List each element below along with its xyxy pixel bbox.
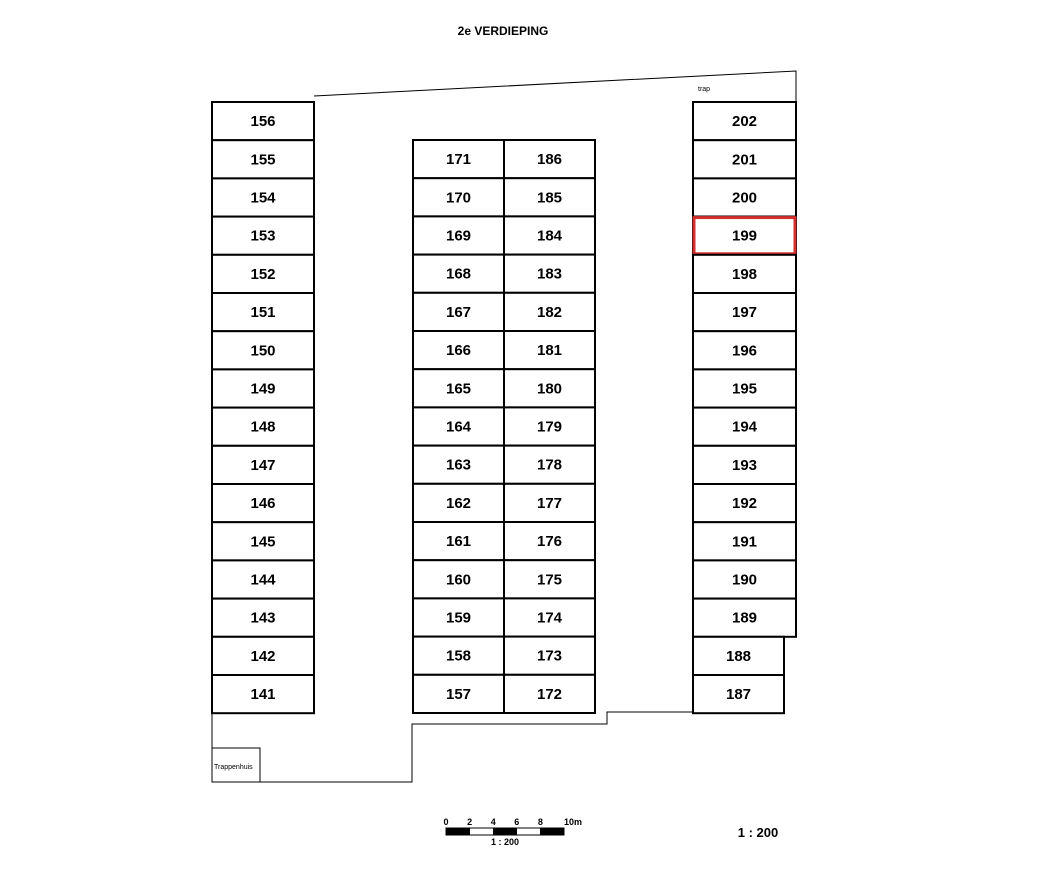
unit-number: 173 bbox=[536, 647, 563, 665]
scale-tick-label: 4 bbox=[490, 817, 496, 827]
unit-number: 198 bbox=[731, 265, 758, 283]
unit-number: 184 bbox=[536, 227, 563, 245]
unit-left-152 bbox=[212, 255, 314, 293]
unit-number: 162 bbox=[445, 494, 472, 512]
unit-number: 157 bbox=[445, 685, 472, 703]
scale-tick-label: 0 bbox=[443, 817, 449, 827]
unit-number: 158 bbox=[445, 647, 472, 665]
unit-right-199 bbox=[693, 217, 796, 255]
unit-right-194 bbox=[693, 408, 796, 446]
unit-number: 152 bbox=[250, 265, 276, 283]
unit-middle-left-161 bbox=[413, 522, 504, 560]
unit-right-197 bbox=[693, 293, 796, 331]
stairwell-label: Trappenhuis bbox=[214, 764, 253, 771]
unit-left-156 bbox=[212, 102, 314, 140]
unit-number: 143 bbox=[250, 609, 276, 627]
unit-number: 202 bbox=[731, 113, 758, 131]
unit-number: 178 bbox=[536, 456, 563, 474]
unit-number: 153 bbox=[250, 227, 276, 245]
unit-middle-left-162 bbox=[413, 484, 504, 522]
unit-number: 163 bbox=[445, 456, 472, 474]
unit-middle-right-182 bbox=[504, 293, 595, 331]
unit-left-151 bbox=[212, 293, 314, 331]
unit-number: 161 bbox=[445, 533, 472, 551]
unit-number: 144 bbox=[250, 571, 276, 589]
unit-right-198 bbox=[693, 255, 796, 293]
unit-middle-right-178 bbox=[504, 446, 595, 484]
unit-middle-right-183 bbox=[504, 255, 595, 293]
unit-number: 186 bbox=[536, 151, 563, 169]
unit-number: 164 bbox=[445, 418, 472, 436]
unit-left-153 bbox=[212, 217, 314, 255]
unit-right-201 bbox=[693, 140, 796, 178]
unit-middle-right-186 bbox=[504, 140, 595, 178]
unit-number: 154 bbox=[250, 189, 276, 207]
scale-segment bbox=[540, 828, 564, 835]
unit-middle-right-172 bbox=[504, 675, 595, 713]
unit-number: 166 bbox=[445, 342, 472, 360]
unit-right-190 bbox=[693, 560, 796, 598]
unit-middle-left-167 bbox=[413, 293, 504, 331]
unit-number: 170 bbox=[445, 189, 472, 207]
unit-number: 187 bbox=[725, 686, 752, 704]
unit-right-193 bbox=[693, 446, 796, 484]
unit-middle-left-168 bbox=[413, 255, 504, 293]
scale-ratio: 1 : 200 bbox=[737, 825, 779, 840]
unit-middle-left-170 bbox=[413, 178, 504, 216]
unit-number: 181 bbox=[536, 342, 563, 360]
scale-bar bbox=[443, 817, 582, 847]
unit-middle-left-169 bbox=[413, 216, 504, 254]
unit-middle-left-165 bbox=[413, 369, 504, 407]
unit-left-155 bbox=[212, 140, 314, 178]
unit-number: 168 bbox=[445, 265, 472, 283]
unit-right-187 bbox=[693, 675, 784, 713]
unit-right-189 bbox=[693, 599, 796, 637]
unit-number: 191 bbox=[731, 533, 758, 551]
unit-middle-left-171 bbox=[413, 140, 504, 178]
scale-tick-label: 6 bbox=[514, 817, 520, 827]
unit-right-202 bbox=[693, 102, 796, 140]
unit-left-144 bbox=[212, 560, 314, 598]
unit-middle-right-185 bbox=[504, 178, 595, 216]
unit-middle-right-180 bbox=[504, 369, 595, 407]
building-outline-top bbox=[314, 71, 796, 102]
unit-middle-right-176 bbox=[504, 522, 595, 560]
unit-right-191 bbox=[693, 522, 796, 560]
unit-number: 176 bbox=[536, 533, 563, 551]
scale-segment bbox=[446, 828, 470, 835]
unit-left-142 bbox=[212, 637, 314, 675]
unit-middle-right-174 bbox=[504, 598, 595, 636]
scale-tick-label: 10m bbox=[564, 817, 583, 827]
unit-number: 196 bbox=[731, 342, 758, 360]
unit-middle-right-175 bbox=[504, 560, 595, 598]
unit-middle-left-166 bbox=[413, 331, 504, 369]
unit-number: 141 bbox=[250, 686, 276, 704]
building-outline-bottom bbox=[212, 712, 693, 782]
unit-number: 183 bbox=[536, 265, 563, 283]
unit-number: 190 bbox=[731, 571, 758, 589]
unit-number: 179 bbox=[536, 418, 563, 436]
unit-middle-left-160 bbox=[413, 560, 504, 598]
unit-number: 185 bbox=[536, 189, 563, 207]
unit-number: 160 bbox=[445, 571, 472, 589]
unit-number: 195 bbox=[731, 380, 758, 398]
scale-tick-label: 8 bbox=[537, 817, 543, 827]
unit-number: 167 bbox=[445, 303, 472, 321]
unit-number: 189 bbox=[731, 609, 758, 627]
unit-left-148 bbox=[212, 408, 314, 446]
unit-number: 201 bbox=[731, 151, 758, 169]
unit-number: 145 bbox=[250, 533, 276, 551]
unit-number: 177 bbox=[536, 494, 563, 512]
scale-tick-label: 2 bbox=[467, 817, 473, 827]
unit-right-188 bbox=[693, 637, 784, 675]
unit-right-195 bbox=[693, 369, 796, 407]
unit-number: 142 bbox=[250, 647, 276, 665]
unit-number: 147 bbox=[250, 456, 276, 474]
unit-number: 193 bbox=[731, 456, 758, 474]
unit-middle-left-163 bbox=[413, 446, 504, 484]
unit-middle-right-173 bbox=[504, 637, 595, 675]
unit-right-192 bbox=[693, 484, 796, 522]
unit-number: 165 bbox=[445, 380, 472, 398]
unit-left-145 bbox=[212, 522, 314, 560]
unit-number: 149 bbox=[250, 380, 276, 398]
trap-label: trap bbox=[698, 86, 711, 93]
floor-title: 2e VERDIEPING bbox=[457, 24, 549, 38]
unit-middle-left-157 bbox=[413, 675, 504, 713]
unit-right-200 bbox=[693, 178, 796, 216]
unit-left-154 bbox=[212, 178, 314, 216]
units-layer bbox=[212, 102, 796, 713]
unit-number: 200 bbox=[731, 189, 758, 207]
unit-left-147 bbox=[212, 446, 314, 484]
unit-number: 148 bbox=[250, 418, 276, 436]
unit-middle-left-164 bbox=[413, 407, 504, 445]
unit-middle-right-184 bbox=[504, 216, 595, 254]
unit-middle-left-158 bbox=[413, 637, 504, 675]
unit-number: 171 bbox=[445, 151, 472, 169]
unit-left-150 bbox=[212, 331, 314, 369]
unit-middle-right-177 bbox=[504, 484, 595, 522]
unit-left-149 bbox=[212, 369, 314, 407]
unit-number: 197 bbox=[731, 304, 758, 322]
unit-number: 182 bbox=[536, 303, 563, 321]
unit-number: 156 bbox=[250, 113, 276, 131]
unit-number: 151 bbox=[250, 304, 276, 322]
unit-number: 169 bbox=[445, 227, 472, 245]
unit-number: 188 bbox=[725, 647, 752, 665]
unit-number: 192 bbox=[731, 495, 758, 513]
unit-number: 150 bbox=[250, 342, 276, 360]
unit-number: 180 bbox=[536, 380, 563, 398]
unit-right-196 bbox=[693, 331, 796, 369]
unit-left-146 bbox=[212, 484, 314, 522]
unit-number: 172 bbox=[536, 685, 563, 703]
unit-number: 199 bbox=[731, 227, 758, 245]
scale-bar-ratio: 1 : 200 bbox=[490, 837, 520, 847]
unit-left-143 bbox=[212, 599, 314, 637]
unit-number: 155 bbox=[250, 151, 276, 169]
unit-middle-left-159 bbox=[413, 598, 504, 636]
unit-number: 159 bbox=[445, 609, 472, 627]
unit-number: 175 bbox=[536, 571, 563, 589]
unit-number: 174 bbox=[536, 609, 563, 627]
unit-middle-right-179 bbox=[504, 407, 595, 445]
scale-segment bbox=[493, 828, 517, 835]
unit-number: 194 bbox=[731, 418, 758, 436]
unit-middle-right-181 bbox=[504, 331, 595, 369]
unit-left-141 bbox=[212, 675, 314, 713]
unit-number: 146 bbox=[250, 495, 276, 513]
